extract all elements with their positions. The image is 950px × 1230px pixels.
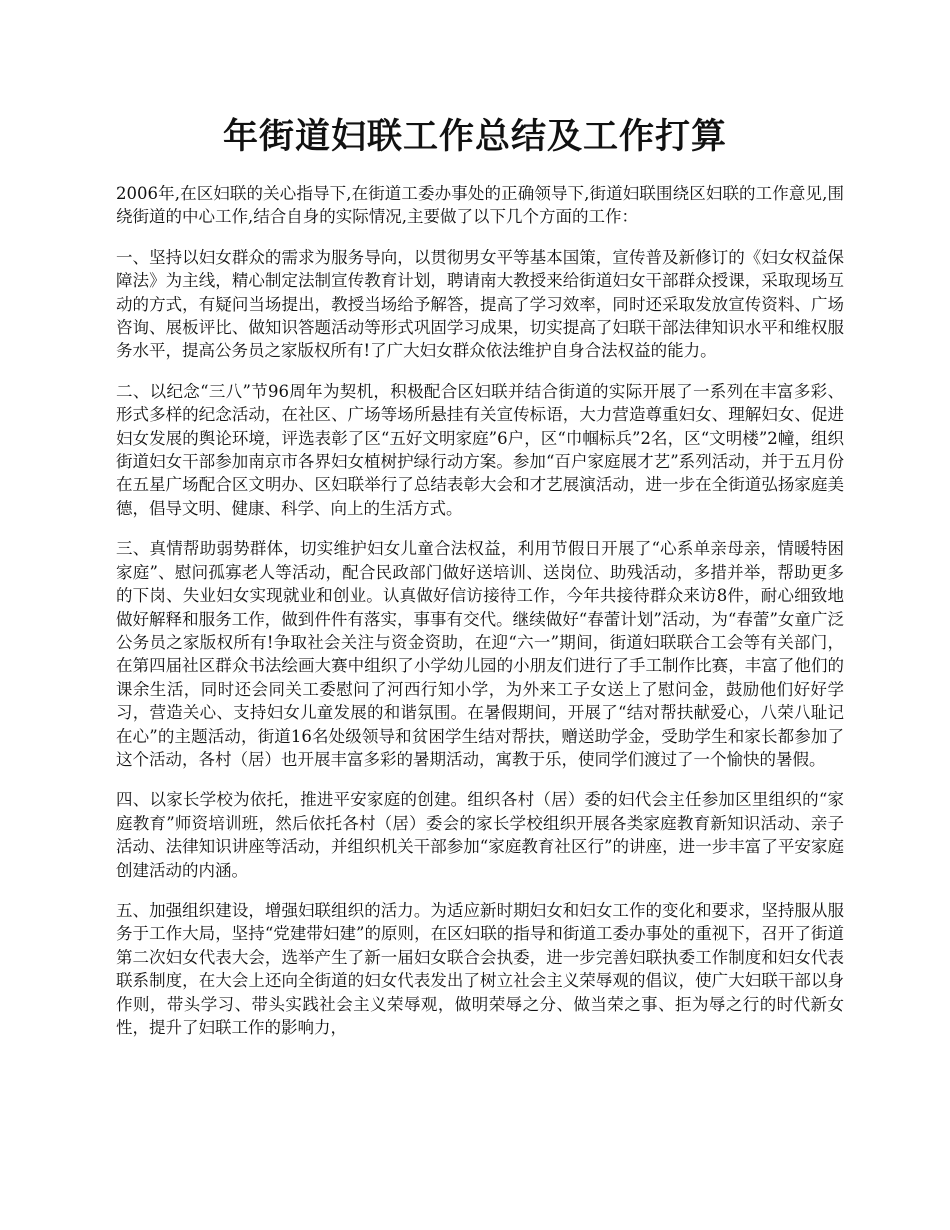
paragraph-intro: 2006年,在区妇联的关心指导下,在街道工委办事处的正确领导下,街道妇联围绕区妇联的工作意见,围绕街道的中心工作,结合自身的实际情况,主要做了以下几个方面的工作：: [116, 184, 844, 227]
document-title: 年街道妇联工作总结及工作打算: [222, 116, 727, 157]
paragraph-section-5: 五、加强组织建设，增强妇联组织的活力。为适应新时期妇女和妇女工作的变化和要求，坚持服从服务于工作大局，坚持“党建带妇建”的原则，在区妇联的指导和街道工委办事处的重视下，召开了街道第二次妇女代表大会，选举产生了新一届妇女联合会执委，进一步完善妇联执委工作制度和妇女代表联系制度，在大会上还向全街道的妇女代表发出了树立社会主义荣辱观的倡议，使广大妇联干部以身作则，带头学习、带头实践社会主义荣辱观，做明荣辱之分、做当荣之事、拒为辱之行的时代新女性，提升了妇联工作的影响力，: [116, 900, 844, 1037]
paragraph-section-1: 一、坚持以妇女群众的需求为服务导向，以贯彻男女平等基本国策，宣传普及新修订的《妇女权益保障法》为主线，精心制定法制宣传教育计划，聘请南大教授来给街道妇女干部群众授课，采取现场互动的方式，有疑问当场提出，教授当场给予解答，提高了学习效率，同时还采取发放宣传资料、广场咨询、展板评比、做知识答题活动等形式巩固学习成果，切实提高了妇联干部法律知识水平和维权服务水平，提高公务员之家版权所有!了广大妇女群众依法维护自身合法权益的能力。: [116, 247, 844, 361]
paragraph-section-3: 三、真情帮助弱势群体，切实维护妇女儿童合法权益，利用节假日开展了“心系单亲母亲，情暖特困家庭”、慰问孤寡老人等活动，配合民政部门做好送培训、送岗位、助残活动，多措并举，帮助更多的下岗、失业妇女实现就业和创业。认真做好信访接待工作，今年共接待群众来访8件，耐心细致地做好解释和服务工作，做到件件有落实，事事有交代。继续做好“春蕾计划”活动，为“春蕾”女童广泛公务员之家版权所有!争取社会关注与资金资助，在迎“六一”期间，街道妇联联合工会等有关部门，在第四届社区群众书法绘画大赛中组织了小学幼儿园的小朋友们进行了手工制作比赛，丰富了他们的课余生活，同时还会同关工委慰问了河西行知小学，为外来工子女送上了慰问金，鼓励他们好好学习，营造关心、支持妇女儿童发展的和谐氛围。在暑假期间，开展了“结对帮扶献爱心，八荣八耻记在心”的主题活动，街道16名处级领导和贫困学生结对帮扶，赠送助学金，受助学生和家长都参加了这个活动，各村（居）也开展丰富多彩的暑期活动，寓教于乐，使同学们渡过了一个愉快的暑假。: [116, 539, 844, 769]
paragraph-section-4: 四、以家长学校为依托，推进平安家庭的创建。组织各村（居）委的妇代会主任参加区里组织的“家庭教育”师资培训班，然后依托各村（居）委会的家长学校组织开展各类家庭教育新知识活动、亲子活动、法律知识讲座等活动，并组织机关干部参加“家庭教育社区行”的讲座，进一步丰富了平安家庭创建活动的内涵。: [116, 790, 844, 880]
paragraph-section-2: 二、以纪念“三八”节96周年为契机，积极配合区妇联并结合街道的实际开展了一系列在丰富多彩、形式多样的纪念活动，在社区、广场等场所悬挂有关宣传标语，大力营造尊重妇女、理解妇女、促进妇女发展的舆论环境，评选表彰了区“五好文明家庭”6户，区“巾帼标兵”2名，区“文明楼”2幢，组织街道妇女干部参加南京市各界妇女植树护绿行动方案。参加“百户家庭展才艺”系列活动，并于五月份在五星广场配合区文明办、区妇联举行了总结表彰大会和才艺展演活动，进一步在全街道弘扬家庭美德，倡导文明、健康、科学、向上的生活方式。: [116, 381, 844, 518]
document-body: [116, 182, 844, 1056]
